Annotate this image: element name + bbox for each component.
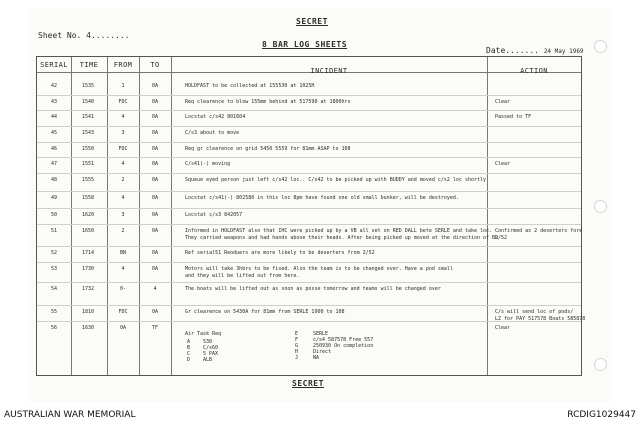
serial-cell: 51 (50, 228, 58, 234)
incident-text: Req gr clearence on grid 5450 5559 for 81mm ASAP to 108 (185, 146, 351, 152)
from-cell: FDC (118, 309, 128, 315)
from-cell: BN (119, 250, 127, 256)
to-cell: TF (151, 325, 159, 331)
air-task-value: ALB (203, 357, 213, 363)
incident-text: C/s41(-) moving (185, 161, 231, 167)
col-header-from: FROM (113, 61, 133, 69)
incident-text: Locstat c/s41(-) 802580 in this loc 8pm have found one old small bunker, will be destroyed. (185, 195, 459, 201)
to-cell: 0A (151, 228, 159, 234)
incident-text: The boats will be lifted out as soon as posse tomorrow and teams will be changed over (185, 286, 441, 292)
incident-text: HOLDFAST to be collected at 155530 at 1025H (185, 83, 315, 89)
from-cell: 3 (121, 130, 125, 136)
serial-cell: 54 (50, 286, 58, 292)
column-divider (171, 57, 172, 375)
row-divider (37, 208, 581, 209)
from-cell: 0A (119, 325, 127, 331)
to-cell: 0A (151, 212, 159, 218)
from-cell: 2 (121, 228, 125, 234)
serial-cell: 45 (50, 130, 58, 136)
air-task-key: E (295, 331, 299, 337)
action-text: C/s will send loc of pods/ (495, 309, 574, 315)
date-value: 24 May 1969 (543, 48, 584, 55)
serial-cell: 43 (50, 99, 58, 105)
sheet-date (486, 46, 584, 55)
to-cell: 0A (151, 146, 159, 152)
serial-cell: 55 (50, 309, 58, 315)
from-cell: 4 (121, 161, 125, 167)
from-cell: FDC (118, 99, 128, 105)
column-divider (487, 57, 488, 375)
row-divider (37, 157, 581, 158)
punch-hole (594, 40, 607, 53)
action-text: LZ for PAY 517578 Boats 585878 (495, 316, 586, 322)
serial-cell: 53 (50, 266, 58, 272)
row-divider (37, 282, 581, 283)
air-task-key: D (187, 357, 191, 363)
time-cell: 1550 (81, 146, 95, 152)
air-task-value: C/s60 (203, 345, 219, 351)
incident-text: Req clearence to blow 155mm behind at 517590 at 1800hrs (185, 99, 351, 105)
col-header-time: TIME (79, 61, 99, 69)
serial-cell: 46 (50, 146, 58, 152)
from-cell: 3 (121, 212, 125, 218)
from-cell: 1 (121, 83, 125, 89)
to-cell: 0A (151, 177, 159, 183)
air-task-value: 530 (203, 339, 213, 345)
serial-cell: 44 (50, 114, 58, 120)
col-header-action: ACTION (520, 67, 548, 75)
serial-cell: 48 (50, 177, 58, 183)
row-divider (37, 95, 581, 96)
action-text: Clear (495, 161, 511, 167)
from-cell: 0- (119, 286, 127, 292)
time-cell: 1535 (81, 83, 95, 89)
row-divider (37, 305, 581, 306)
air-task-key: H (295, 349, 299, 355)
sheet-number: Sheet No. 4........ (38, 31, 130, 40)
air-task-value: SERLE (313, 331, 329, 337)
time-cell: 1810 (81, 309, 95, 315)
row-divider (37, 191, 581, 192)
action-text: Confirmed as 2 deserters fore (495, 228, 583, 234)
action-text: Passed to TF (495, 114, 532, 120)
col-header-incident: INCIDENT (310, 67, 348, 75)
incident-text: Ref serial51 Reoduers are more likely to be deserters from 2/52 (185, 250, 375, 256)
incident-text: Motors will take 3hbrs to be fixed. Also the team is to be changed over. Have a pod small (185, 266, 453, 272)
air-task-value: Direct (313, 349, 332, 355)
time-cell: 1620 (81, 212, 95, 218)
air-task-key: F (295, 337, 299, 343)
air-task-value: c/s4 587578 Free 557 (313, 337, 374, 343)
time-cell: 1543 (81, 130, 95, 136)
archive-reference: RCDIG1029447 (567, 410, 636, 420)
serial-cell: 56 (50, 325, 58, 331)
to-cell: 0A (151, 250, 159, 256)
incident-text: Locstat c/s42 801604 (185, 114, 246, 120)
time-cell: 1540 (81, 99, 95, 105)
air-task-key: A (187, 339, 191, 345)
from-cell: 4 (121, 114, 125, 120)
sheet-title: 8 BAR LOG SHEETS (262, 40, 348, 49)
to-cell: 0A (151, 99, 159, 105)
time-cell: 1732 (81, 286, 95, 292)
to-cell: 4 (153, 286, 157, 292)
air-task-key: B (187, 345, 191, 351)
row-divider (37, 321, 581, 322)
time-cell: 1551 (81, 161, 95, 167)
time-cell: 1558 (81, 195, 95, 201)
time-cell: 1650 (81, 228, 95, 234)
row-divider (37, 110, 581, 111)
serial-cell: 49 (50, 195, 58, 201)
date-label: Date....... (486, 46, 539, 55)
log-table (36, 56, 586, 376)
from-cell: 4 (121, 195, 125, 201)
col-header-to: TO (150, 61, 160, 69)
archive-credit: AUSTRALIAN WAR MEMORIAL (4, 410, 136, 420)
from-cell: 4 (121, 266, 125, 272)
serial-cell: 42 (50, 83, 58, 89)
punch-hole (594, 358, 607, 371)
incident-text: Informed in HOLDFAST also that IHC were picked up by a VB all set on RED DALL bete SERLE and take loc. (185, 228, 493, 234)
action-text: Clear (495, 325, 511, 331)
incident-text: Squeue eyed person just left c/s42 loc.. C/s42 to be picked up with BUDDY and moved c/s2 loc shortly (185, 177, 487, 183)
action-text: Clear (495, 99, 511, 105)
air-task-value: 250930 On completion (313, 343, 374, 349)
top-classification-mark: SECRET (296, 17, 328, 26)
air-task-key: C (187, 351, 191, 357)
action-text: 2/52 (495, 235, 508, 241)
air-task-key: J (295, 355, 299, 361)
punch-hole (594, 200, 607, 213)
air-task-value: 5 PAX (203, 351, 219, 357)
time-cell: 1630 (81, 325, 95, 331)
time-cell: 1541 (81, 114, 95, 120)
serial-cell: 47 (50, 161, 58, 167)
to-cell: 0A (151, 114, 159, 120)
serial-cell: 52 (50, 250, 58, 256)
to-cell: 0A (151, 309, 159, 315)
time-cell: 1714 (81, 250, 95, 256)
row-divider (37, 224, 581, 225)
air-task-value: NA (313, 355, 320, 361)
time-cell: 1730 (81, 266, 95, 272)
incident-text: They carried weapons and had hands above their heads. After being picked up moved at the direction of BD (185, 235, 499, 241)
to-cell: 0A (151, 266, 159, 272)
from-cell: 2 (121, 177, 125, 183)
row-divider (37, 126, 581, 127)
bottom-classification-mark: SECRET (292, 379, 324, 388)
to-cell: 0A (151, 161, 159, 167)
incident-text: C/s3 about to move (185, 130, 240, 136)
to-cell: 0A (151, 83, 159, 89)
from-cell: FDC (118, 146, 128, 152)
row-divider (37, 262, 581, 263)
serial-cell: 50 (50, 212, 58, 218)
row-divider (37, 246, 581, 247)
air-task-key: G (295, 343, 299, 349)
row-divider (37, 173, 581, 174)
to-cell: 0A (151, 195, 159, 201)
col-header-serial: SERIAL (40, 61, 68, 69)
to-cell: 0A (151, 130, 159, 136)
incident-text: and they will be lifted out from here. (185, 273, 300, 279)
incident-text: Gr clearence on 5430A for 81mm from SERLE 1900 to 108 (185, 309, 345, 315)
air-task-heading: Air Task Req (185, 331, 222, 337)
row-divider (37, 142, 581, 143)
time-cell: 1555 (81, 177, 95, 183)
incident-text: Locstat c/s3 842057 (185, 212, 243, 218)
